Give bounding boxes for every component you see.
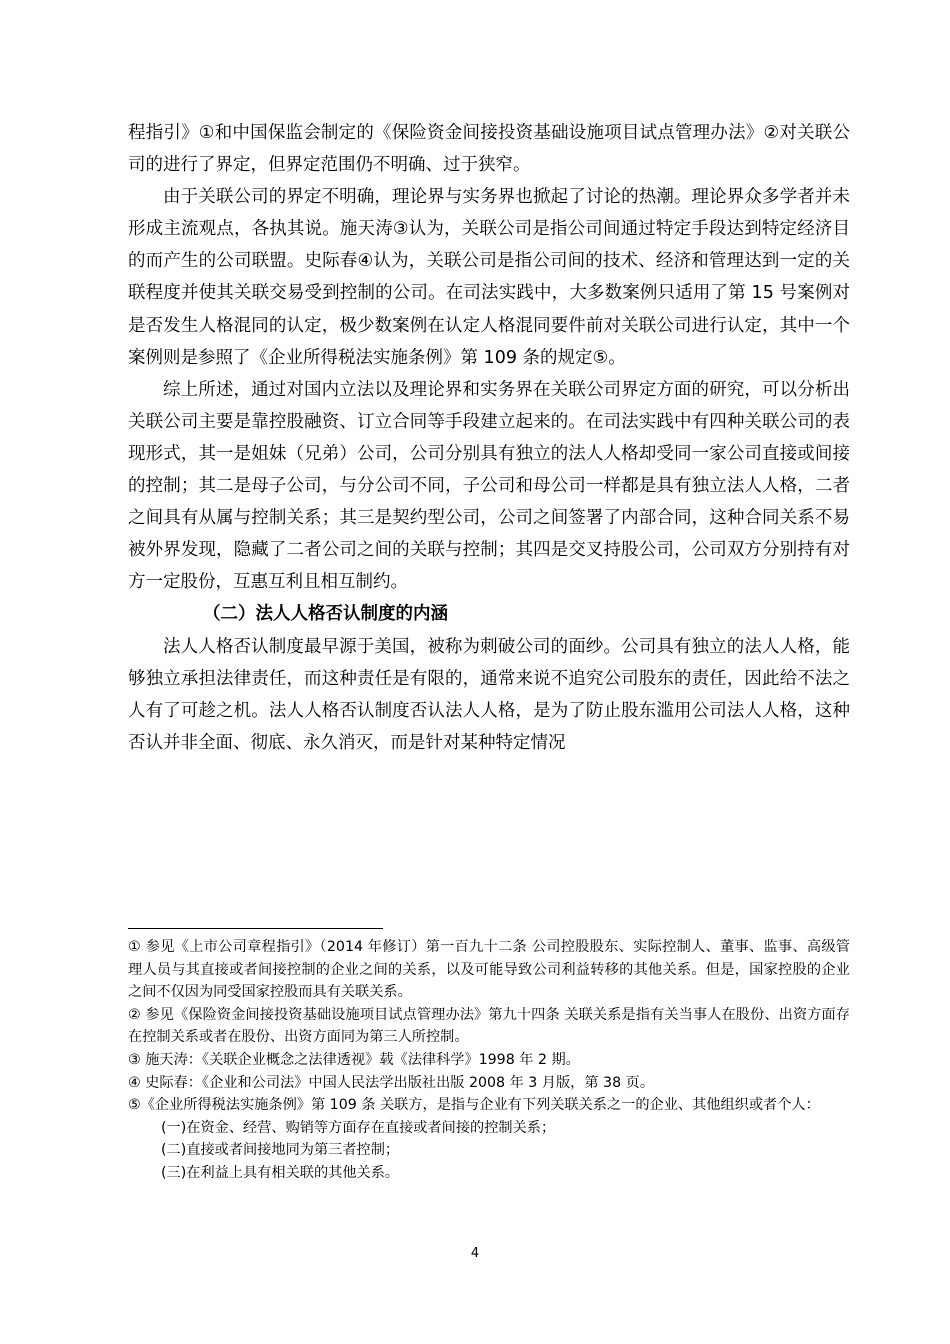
- footnote-2: ② 参见《保险资金间接投资基础设施项目试点管理办法》第九十四条 关联关系是指有关当事人在股份、出资方面存在控制关系或者在股份、出资方面同为第三人所控制。: [128, 1006, 850, 1046]
- footnote-separator: [128, 928, 383, 929]
- footnotes: [128, 936, 850, 1185]
- paragraph-summary: 综上所述，通过对国内立法以及理论界和实务界在关联公司界定方面的研究，可以分析出关联公司主要是靠控股融资、订立合同等手段建立起来的。在司法实践中有四种关联公司的表现形式，其一是姐妹（兄弟）公司，公司分别具有独立的法人人格却受同一家公司直接或间接的控制；其二是母子公司，与分公司不同，子公司和母公司一样都是具有独立法人人格，二者之间具有从属与控制关系；其三是契约型公司，公司之间签署了内部合同，这种合同关系不易被外界发现，隐藏了二者公司之间的关联与控制；其四是交叉持股公司，公司双方分别持有对方一定股份，互惠互利且相互制约。: [128, 379, 850, 593]
- body-text: [128, 117, 850, 759]
- footnote-5-item-2: (二)直接或者间接地同为第三者控制；: [161, 1142, 400, 1159]
- page-number: 4: [470, 1246, 480, 1261]
- footnote-5: ⑤《企业所得税法实施条例》第 109 条 关联方，是指与企业有下列关联关系之一的企业、其他组织或者个人：: [128, 1097, 820, 1114]
- footnote-1: ① 参见《上市公司章程指引》（2014 年修订）第一百九十二条 公司控股股东、实际控制人、董事、监事、高级管理人员与其直接或者间接控制的企业之间的关系，以及可能导致公司利益转移的其他关系。但是，国家控股的企业之间不仅因为同受国家控股而具有关联关系。: [128, 939, 850, 1001]
- footnote-5-item-3: (三)在利益上具有相关联的其他关系。: [161, 1164, 400, 1181]
- footnote-3: ③ 施天涛：《关联企业概念之法律透视》载《法律科学》1998 年 2 期。: [128, 1051, 580, 1068]
- paragraph-continuation: 程指引》①和中国保监会制定的《保险资金间接投资基础设施项目试点管理办法》②对关联公司的进行了界定，但界定范围仍不明确、过于狭窄。: [128, 123, 850, 176]
- footnote-4: ④ 史际春：《企业和公司法》中国人民法学出版社出版 2008 年 3 月版，第 38 页。: [128, 1074, 655, 1091]
- section-heading: （二）法人人格否认制度的内涵: [203, 604, 448, 625]
- footnote-5-item-1: (一)在资金、经营、购销等方面存在直接或者间接的控制关系；: [161, 1119, 556, 1136]
- paragraph-veil-piercing: 法人人格否认制度最早源于美国，被称为刺破公司的面纱。公司具有独立的法人人格，能够独立承担法律责任，而这种责任是有限的，通常来说不追究公司股东的责任，因此给不法之人有了可趁之机。法人人格否认制度否认法人人格，是为了防止股东滥用公司法人人格，这种否认并非全面、彻底、永久消灭，而是针对某种特定情况: [128, 636, 850, 753]
- paragraph-definition-debate: 由于关联公司的界定不明确，理论界与实务界也掀起了讨论的热潮。理论界众多学者并未形成主流观点，各执其说。施天涛③认为，关联公司是指公司间通过特定手段达到特定经济目的而产生的公司联盟。史际春④认为，关联公司是指公司间的技术、经济和管理达到一定的关联程度并使其关联交易受到控制的公司。在司法实践中，大多数案例只适用了第 15 号案例对是否发生人格混同的认定，极少数案例在认定人格混同要件前对关联公司进行认定，其中一个案例则是参照了《企业所得税法实施条例》第 109 条的规定⑤。: [128, 187, 850, 368]
